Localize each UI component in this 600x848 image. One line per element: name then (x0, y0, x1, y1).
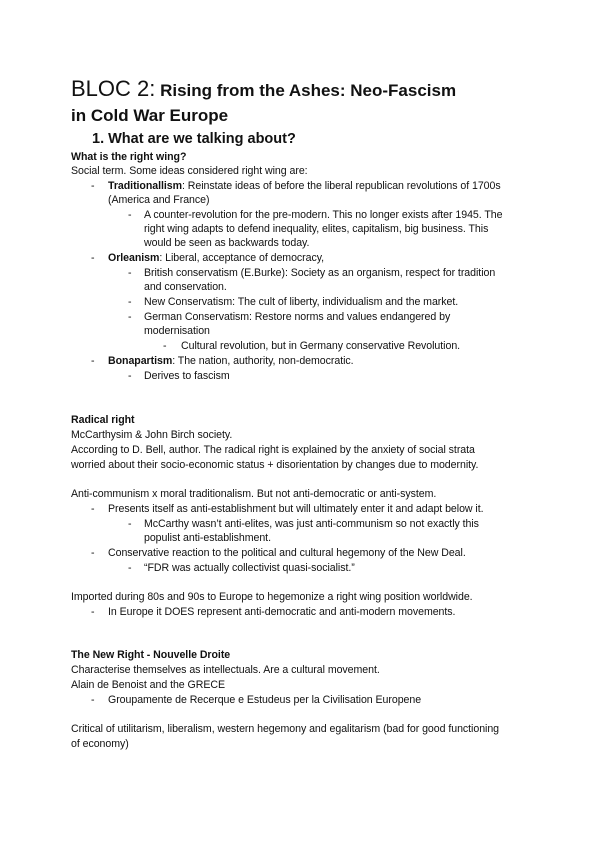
orleanism-cultural-revolution: Cultural revolution, but in Germany conservative Revolution. (181, 340, 461, 352)
section3-line1: Characterise themselves as intellectuals. Are a cultural movement. (71, 664, 380, 676)
section3-line2: Alain de Benoist and the GRECE (71, 679, 225, 691)
traditionalism-sub-line3: would be seen as backwards today. (144, 237, 310, 249)
section2-line4: Anti-communism x moral traditionalism. But not anti-democratic or anti-system. (71, 488, 437, 500)
section3-line4: of economy) (71, 738, 129, 750)
section1-heading: What is the right wing? (71, 151, 187, 163)
section3-line3: Critical of utilitarism, liberalism, western hegemony and egalitarism (bad for good functioning (71, 723, 500, 735)
traditionalism-text: : Reinstate ideas of before the liberal republican revolutions of 1700s (182, 180, 501, 192)
bullet-orleanism (108, 251, 324, 265)
orleanism-german-line2: modernisation (144, 325, 210, 337)
bullet-dash: - (128, 296, 132, 308)
bullet-dash: - (128, 518, 132, 530)
bullet-dash: - (128, 311, 132, 323)
bullet-dash: - (91, 252, 95, 264)
section3-bullet1: Groupamente de Recerque e Estudeus per la Civilisation Europene (108, 694, 422, 706)
bullet-dash: - (91, 694, 95, 706)
document-title (71, 75, 456, 106)
bonapartism-sub: Derives to fascism (144, 370, 230, 382)
bullet-traditionalism (108, 179, 501, 193)
heading-what-are-we-talking-about: 1. What are we talking about? (92, 131, 296, 147)
bullet-dash: - (128, 370, 132, 382)
bullet-dash: - (91, 180, 95, 192)
orleanism-german-line1: German Conservatism: Restore norms and values endangered by (144, 311, 451, 323)
orleanism-british-line2: and conservation. (144, 281, 227, 293)
section2-line5: Imported during 80s and 90s to Europe to hegemonize a right wing position worldwide. (71, 591, 473, 603)
traditionalism-sub-line1: A counter-revolution for the pre-modern. This no longer exists after 1945. The (144, 209, 503, 221)
section2-line1: McCarthysim & John Birch society. (71, 429, 233, 441)
section2-bullet3: In Europe it DOES represent anti-democratic and anti-modern movements. (108, 606, 456, 618)
section3-heading: The New Right - Nouvelle Droite (71, 649, 231, 661)
section2-bullet1-sub-line1: McCarthy wasn’t anti-elites, was just anti-communism so not exactly this (144, 518, 479, 530)
section2-bullet1: Presents itself as anti-establishment but will ultimately enter it and adapt below it. (108, 503, 484, 515)
bullet-dash: - (91, 547, 95, 559)
section2-bullet2-sub: “FDR was actually collectivist quasi-socialist.” (144, 562, 355, 574)
traditionalism-term: Traditionallism (108, 180, 183, 192)
title-bloc: BLOC 2: (71, 76, 156, 101)
traditionalism-sub-line2: right wing adapts to defend inequality, elites, capitalism, big business. This (144, 223, 489, 235)
traditionalism-text-cont: (America and France) (108, 194, 210, 206)
bullet-dash: - (128, 562, 132, 574)
title-subtitle-line1: Rising from the Ashes: Neo-Fascism (155, 81, 457, 100)
orleanism-term: Orleanism (108, 252, 160, 264)
section2-bullet1-sub-line2: populist anti-establishment. (144, 532, 271, 544)
orleanism-new-conservatism: New Conservatism: The cult of liberty, individualism and the market. (144, 296, 459, 308)
title-subtitle-line2: in Cold War Europe (71, 106, 229, 125)
bullet-dash: - (91, 503, 95, 515)
orleanism-british-line1: British conservatism (E.Burke): Society as an organism, respect for tradition (144, 267, 496, 279)
section2-line2: According to D. Bell, author. The radical right is explained by the anxiety of social strata (71, 444, 475, 456)
bullet-dash: - (91, 606, 95, 618)
section2-line3: worried about their socio-economic status + disorientation by changes due to modernity. (71, 459, 479, 471)
bullet-dash: - (163, 340, 167, 352)
section1-intro: Social term. Some ideas considered right wing are: (71, 165, 308, 177)
section2-bullet2: Conservative reaction to the political and cultural hegemony of the New Deal. (108, 547, 466, 559)
bullet-bonapartism (108, 354, 354, 368)
bonapartism-text: : The nation, authority, non-democratic. (172, 355, 354, 367)
bullet-dash: - (128, 267, 132, 279)
bullet-dash: - (128, 209, 132, 221)
bullet-dash: - (91, 355, 95, 367)
orleanism-text: : Liberal, acceptance of democracy, (159, 252, 325, 264)
section2-heading: Radical right (71, 414, 135, 426)
bonapartism-term: Bonapartism (108, 355, 173, 367)
